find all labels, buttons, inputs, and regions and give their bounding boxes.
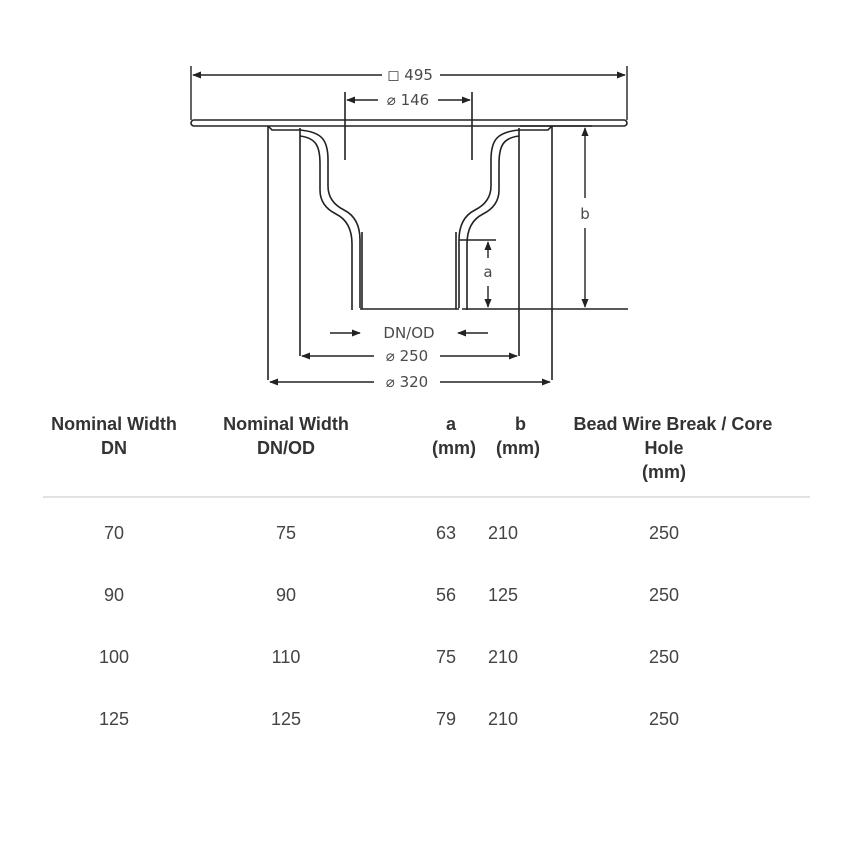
cell-dn: 100 [98,646,130,667]
cell-core-hole: 250 [648,646,680,667]
table-row [43,497,810,564]
table-header-row [43,412,810,497]
cell-dn-od: 110 [271,646,301,667]
header-a: a (mm) [387,412,476,497]
cell-a: 79 [435,708,456,729]
header-nominal-width-dn: Nominal Width DN [43,412,185,497]
cell-b: 210 [487,522,518,543]
dim-inlet-label: ⌀ 146 [386,91,430,109]
cell-dn-od: 75 [275,522,297,543]
technical-drawing [0,0,850,400]
dim-320-label: ⌀ 320 [385,373,429,391]
cell-dn-od: 125 [270,708,302,729]
cell-b: 210 [487,646,518,667]
table-row [43,564,810,626]
cell-dn: 125 [98,708,130,729]
cell-b: 210 [487,708,518,729]
header-bead-wire-break: Bead Wire Break / Core Hole (mm) [518,412,810,497]
header-nominal-width-dn-od: Nominal Width DN/OD [185,412,387,497]
table-row [43,626,810,688]
cell-dn-od: 90 [275,584,297,605]
header-b: b (mm) [476,412,518,497]
cell-a: 63 [435,522,456,543]
dim-dn-od-label: DN/OD [383,324,435,342]
cell-core-hole: 250 [648,522,680,543]
dim-top-width-label: ◻ 495 [387,66,433,84]
cell-core-hole: 250 [648,584,680,605]
cell-b: 125 [487,584,518,605]
cell-dn: 90 [103,584,125,605]
dim-250-label: ⌀ 250 [385,347,429,365]
cell-core-hole: 250 [648,708,680,729]
cell-a: 75 [435,646,456,667]
cell-a: 56 [435,584,456,605]
dim-a-label: a [483,263,493,281]
table-row [43,688,810,750]
top-plate [191,120,627,126]
dim-b-label: b [580,205,590,223]
cell-dn: 70 [103,522,125,543]
specification-table [43,412,810,750]
